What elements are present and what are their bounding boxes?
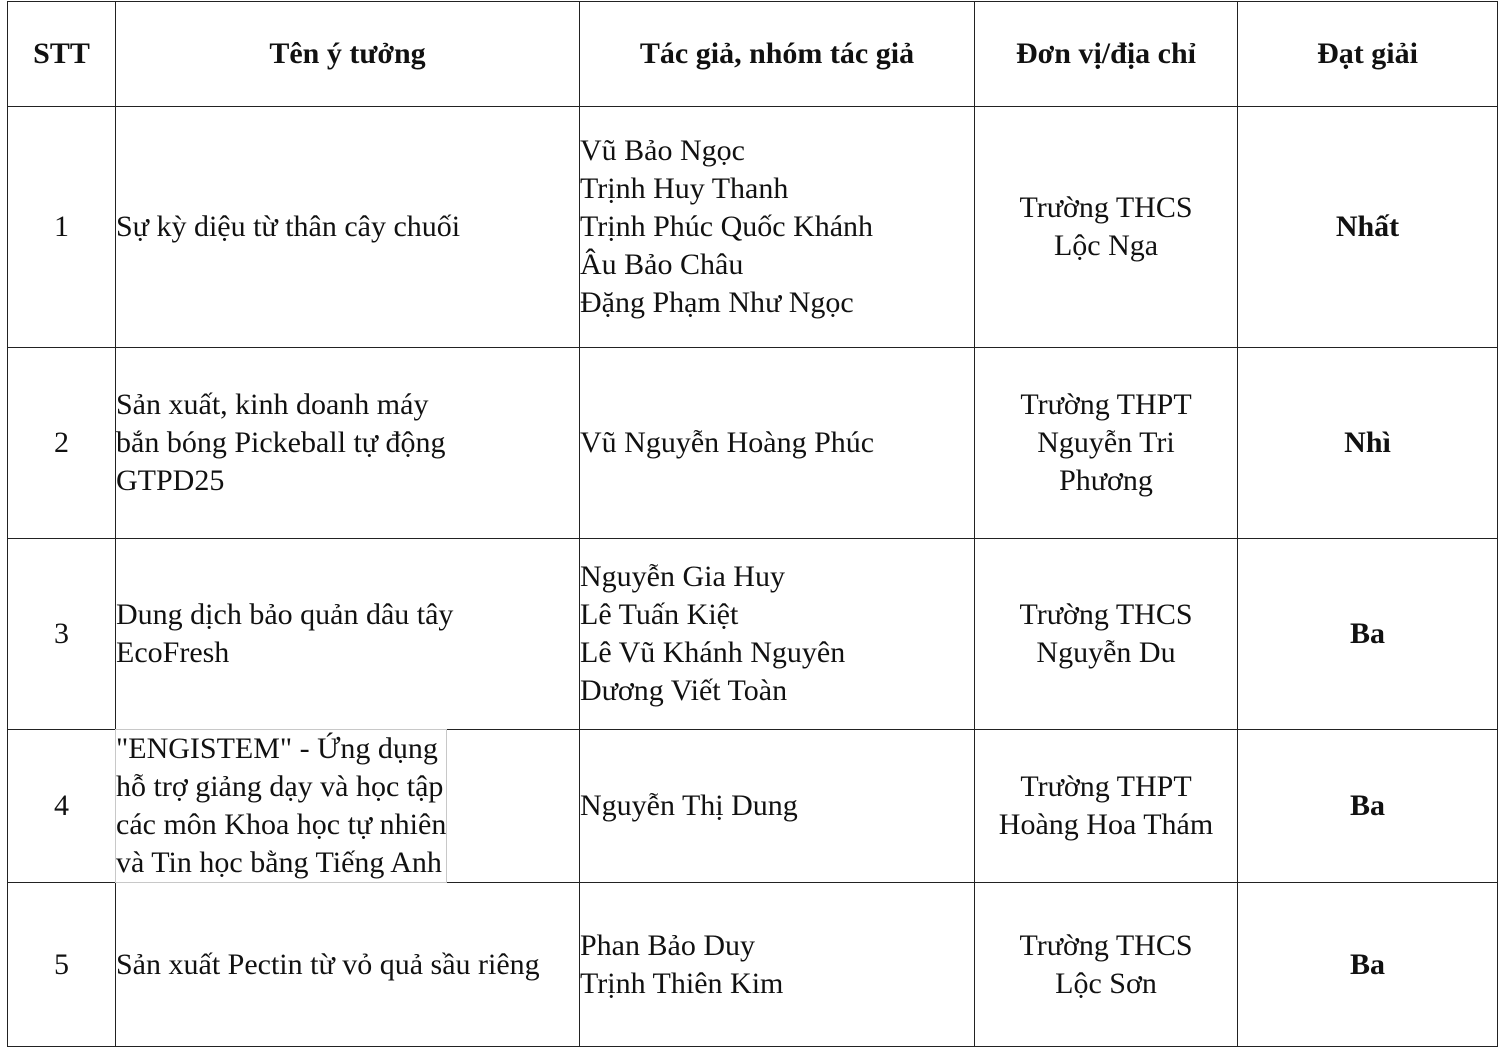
author-name: Vũ Nguyễn Hoàng Phúc: [580, 426, 875, 459]
header-row: [8, 2, 1498, 107]
header-idea-name: Tên ý tưởng: [116, 2, 580, 107]
table-row: [8, 107, 1498, 348]
author-name: Trịnh Huy Thanh: [580, 172, 789, 205]
cell-stt: 3: [8, 539, 116, 730]
unit-line: Trường THCS: [1019, 598, 1193, 631]
cell-authors: [580, 883, 975, 1047]
table-header: [8, 2, 1498, 107]
cell-idea-name: [116, 730, 580, 883]
cell-unit: [975, 539, 1238, 730]
cell-stt: 4: [8, 730, 116, 883]
idea-name-line: Sản xuất, kinh doanh máy: [116, 388, 429, 421]
unit-line: Lộc Nga: [1053, 229, 1159, 262]
author-name: Nguyễn Thị Dung: [580, 789, 798, 822]
cell-prize: Ba: [1238, 883, 1498, 1047]
header-unit: Đơn vị/địa chỉ: [975, 2, 1238, 107]
cell-unit: [975, 348, 1238, 539]
unit-line: Trường THPT: [1020, 770, 1192, 803]
header-stt: STT: [8, 2, 116, 107]
idea-name-line: Sự kỳ diệu từ thân cây chuối: [116, 210, 461, 243]
idea-name-line: "ENGISTEM" - Ứng dụng: [116, 732, 438, 765]
unit-line: Trường THPT: [1020, 388, 1192, 421]
cell-authors: [580, 730, 975, 883]
table-row: [8, 348, 1498, 539]
idea-name-line: các môn Khoa học tự nhiên: [116, 808, 447, 841]
cell-stt: 5: [8, 883, 116, 1047]
unit-line: Hoàng Hoa Thám: [998, 808, 1214, 841]
table-row: [8, 883, 1498, 1047]
author-name: Âu Bảo Châu: [580, 248, 744, 281]
table-row: [8, 539, 1498, 730]
table-row: [8, 730, 1498, 883]
author-name: Trịnh Thiên Kim: [580, 966, 784, 1000]
header-authors: Tác giả, nhóm tác giả: [580, 2, 975, 107]
idea-name-line: bắn bóng Pickeball tự động: [116, 426, 446, 459]
table-body: [8, 107, 1498, 1047]
cell-idea-name: [116, 348, 580, 539]
cell-prize: Nhất: [1238, 107, 1498, 348]
unit-line: Nguyễn Du: [1036, 636, 1176, 669]
cell-idea-name: [116, 539, 580, 730]
unit-line: Trường THCS: [1019, 928, 1193, 962]
author-name: Lê Tuấn Kiệt: [580, 598, 739, 631]
header-prize: Đạt giải: [1238, 2, 1498, 107]
idea-name-box: [116, 730, 446, 882]
author-name: Phan Bảo Duy: [580, 928, 755, 962]
idea-name-line: hỗ trợ giảng dạy và học tập: [116, 770, 444, 803]
cell-unit: [975, 107, 1238, 348]
cell-prize: Nhì: [1238, 348, 1498, 539]
cell-unit: [975, 883, 1238, 1047]
idea-name-line: GTPD25: [116, 464, 225, 497]
author-name: Vũ Bảo Ngọc: [580, 134, 745, 167]
idea-name-text: Sản xuất Pectin từ vỏ quả sầu riêng: [116, 947, 540, 981]
author-name: Dương Viết Toàn: [580, 674, 788, 707]
unit-line: Lộc Sơn: [1055, 966, 1157, 1000]
author-name: Đặng Phạm Như Ngọc: [580, 286, 854, 319]
cell-prize: Ba: [1238, 730, 1498, 883]
author-name: Nguyễn Gia Huy: [580, 560, 785, 593]
unit-line: Phương: [1059, 464, 1153, 497]
cell-authors: [580, 539, 975, 730]
awards-table: [7, 1, 1498, 1047]
idea-name-line: EcoFresh: [116, 636, 230, 669]
cell-authors: [580, 107, 975, 348]
author-name: Lê Vũ Khánh Nguyên: [580, 636, 846, 669]
author-name: Trịnh Phúc Quốc Khánh: [580, 210, 874, 243]
cell-unit: [975, 730, 1238, 883]
cell-stt: 1: [8, 107, 116, 348]
cell-stt: 2: [8, 348, 116, 539]
unit-line: Trường THCS: [1019, 191, 1193, 224]
unit-line: Nguyễn Tri: [1037, 426, 1175, 459]
idea-name-line: Dung dịch bảo quản dâu tây: [116, 598, 454, 631]
cell-idea-name: [116, 883, 580, 1047]
cell-authors: [580, 348, 975, 539]
cell-prize: Ba: [1238, 539, 1498, 730]
cell-idea-name: [116, 107, 580, 348]
idea-name-line: và Tin học bằng Tiếng Anh: [116, 846, 442, 879]
